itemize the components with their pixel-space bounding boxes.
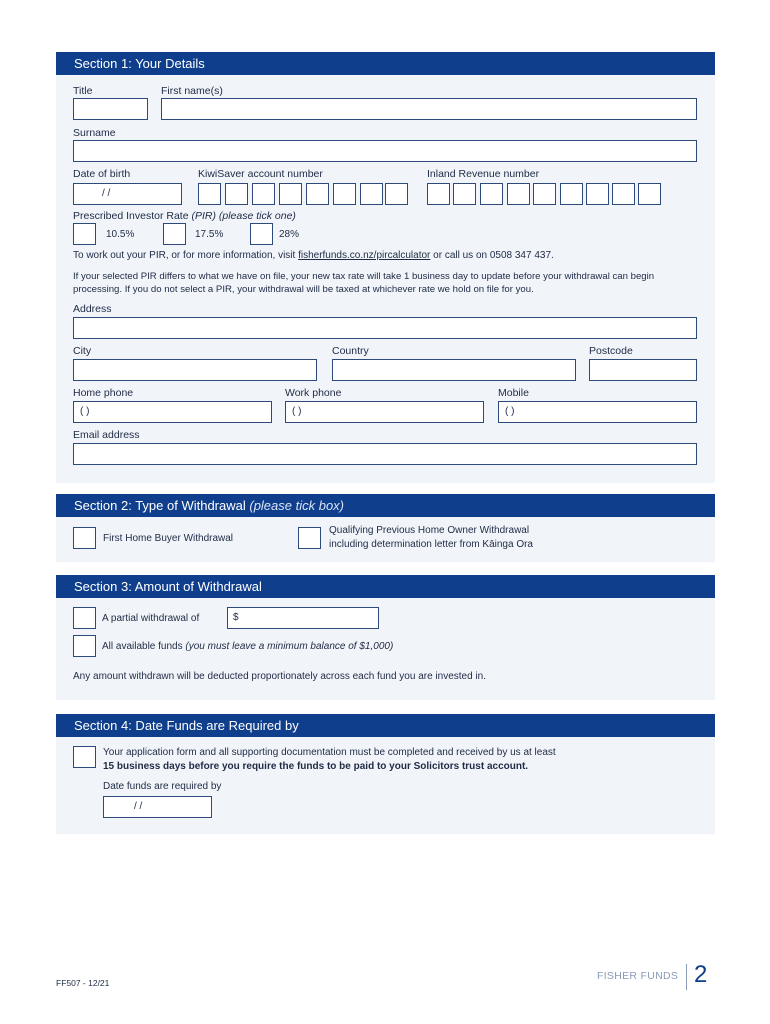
kiwisaver-digit-box[interactable] xyxy=(333,183,356,205)
previous-home-owner-label-line2: including determination letter from Kāinga Ora xyxy=(329,539,533,550)
ird-digit-box[interactable] xyxy=(560,183,583,205)
ird-digit-box[interactable] xyxy=(612,183,635,205)
ird-digit-box[interactable] xyxy=(480,183,503,205)
pir-option-28: 28% xyxy=(279,229,300,240)
country-label: Country xyxy=(332,345,369,357)
ird-digit-box[interactable] xyxy=(533,183,556,205)
ird-digit-box[interactable] xyxy=(427,183,450,205)
email-field[interactable] xyxy=(73,443,697,465)
footer-divider xyxy=(686,964,687,990)
first-home-buyer-label: First Home Buyer Withdrawal xyxy=(103,533,234,544)
pir-notice: If your selected PIR differs to what we have on file, your new tax rate will take 1 business day to update before your withdrawal can begin processing. If you do not select a PIR, your withdrawal will be taxed at whichever rate we hold on file for you. xyxy=(73,271,655,295)
date-funds-placeholder: / / xyxy=(134,801,143,812)
work-phone-field[interactable] xyxy=(285,401,484,423)
ird-digit-box[interactable] xyxy=(453,183,476,205)
country-field[interactable] xyxy=(332,359,576,381)
dob-field[interactable] xyxy=(73,183,182,205)
all-funds-text: All available funds xyxy=(102,641,186,652)
ird-label: Inland Revenue number xyxy=(427,168,540,180)
pir-option-17-5: 17.5% xyxy=(195,229,224,240)
partial-amount-field[interactable] xyxy=(227,607,379,629)
work-phone-placeholder: ( ) xyxy=(292,406,302,417)
kiwisaver-digit-box[interactable] xyxy=(225,183,248,205)
home-phone-label: Home phone xyxy=(73,387,134,399)
kiwisaver-label: KiwiSaver account number xyxy=(198,168,323,180)
date-required-checkbox[interactable] xyxy=(73,746,96,768)
previous-home-owner-label-line1: Qualifying Previous Home Owner Withdrawal xyxy=(329,525,530,536)
date-requirement-line2: 15 business days before you require the funds to be paid to your Solicitors trust account. xyxy=(103,761,529,772)
work-phone-label: Work phone xyxy=(285,387,342,399)
withdrawal-note: Any amount withdrawn will be deducted proportionately across each fund you are invested in. xyxy=(73,671,487,682)
city-label: City xyxy=(73,345,92,357)
pir-info xyxy=(73,250,554,261)
section-1-title: Section 1: Your Details xyxy=(74,56,205,71)
home-phone-placeholder: ( ) xyxy=(80,406,90,417)
address-label: Address xyxy=(73,303,112,315)
pir-checkbox-10-5[interactable] xyxy=(73,223,96,245)
first-name-field[interactable] xyxy=(161,98,697,120)
first-name-label: First name(s) xyxy=(161,85,223,97)
form-code: FF507 - 12/21 xyxy=(56,978,110,988)
section-2-header xyxy=(56,494,715,517)
brand-name: FISHER FUNDS xyxy=(597,970,679,982)
section-2-title: Section 2: Type of Withdrawal xyxy=(74,498,250,513)
ird-digit-box[interactable] xyxy=(507,183,530,205)
pir-label-hint: (PIR) (please tick one) xyxy=(191,210,296,222)
ird-digit-box[interactable] xyxy=(638,183,661,205)
currency-symbol: $ xyxy=(233,612,239,623)
kiwisaver-digit-box[interactable] xyxy=(279,183,302,205)
ird-digit-box[interactable] xyxy=(586,183,609,205)
all-funds-label xyxy=(102,641,393,652)
all-funds-checkbox[interactable] xyxy=(73,635,96,657)
section-4-header xyxy=(56,714,715,737)
pir-label xyxy=(73,210,296,222)
pir-checkbox-17-5[interactable] xyxy=(163,223,186,245)
section-1-header xyxy=(56,52,715,75)
first-home-buyer-checkbox[interactable] xyxy=(73,527,96,549)
mobile-placeholder: ( ) xyxy=(505,406,515,417)
pir-checkbox-28[interactable] xyxy=(250,223,273,245)
date-funds-label: Date funds are required by xyxy=(103,781,222,792)
partial-withdrawal-label: A partial withdrawal of xyxy=(102,613,200,624)
partial-withdrawal-checkbox[interactable] xyxy=(73,607,96,629)
kiwisaver-digit-box[interactable] xyxy=(360,183,383,205)
title-label: Title xyxy=(73,85,93,97)
section-4-title: Section 4: Date Funds are Required by xyxy=(74,718,299,733)
all-funds-hint: (you must leave a minimum balance of $1,000) xyxy=(185,641,394,652)
pir-info-text: To work out your PIR, or for more information, visit xyxy=(73,250,299,261)
postcode-field[interactable] xyxy=(589,359,697,381)
section-2-hint: (please tick box) xyxy=(249,498,345,513)
surname-label: Surname xyxy=(73,127,116,139)
mobile-label: Mobile xyxy=(498,387,529,399)
pir-calculator-link[interactable]: fisherfunds.co.nz/pircalculator xyxy=(298,250,431,261)
section-3-title: Section 3: Amount of Withdrawal xyxy=(74,579,262,594)
kiwisaver-digit-box[interactable] xyxy=(252,183,275,205)
page-number: 2 xyxy=(694,961,708,988)
dob-placeholder: / / xyxy=(102,188,111,199)
kiwisaver-digit-box[interactable] xyxy=(306,183,329,205)
kiwisaver-digit-box[interactable] xyxy=(198,183,221,205)
postcode-label: Postcode xyxy=(589,345,633,357)
pir-option-10-5: 10.5% xyxy=(106,229,135,240)
pir-info-phone: or call us on 0508 347 437. xyxy=(430,250,554,261)
date-requirement-line1: Your application form and all supporting documentation must be completed and received by us at least xyxy=(103,747,556,758)
address-field[interactable] xyxy=(73,317,697,339)
previous-home-owner-checkbox[interactable] xyxy=(298,527,321,549)
home-phone-field[interactable] xyxy=(73,401,272,423)
mobile-field[interactable] xyxy=(498,401,697,423)
city-field[interactable] xyxy=(73,359,317,381)
section-3-header xyxy=(56,575,715,598)
surname-field[interactable] xyxy=(73,140,697,162)
email-label: Email address xyxy=(73,429,140,441)
kiwisaver-digit-box[interactable] xyxy=(385,183,408,205)
dob-label: Date of birth xyxy=(73,168,131,180)
pir-label-text: Prescribed Investor Rate xyxy=(73,210,192,222)
title-field[interactable] xyxy=(73,98,148,120)
date-funds-field[interactable] xyxy=(103,796,212,818)
